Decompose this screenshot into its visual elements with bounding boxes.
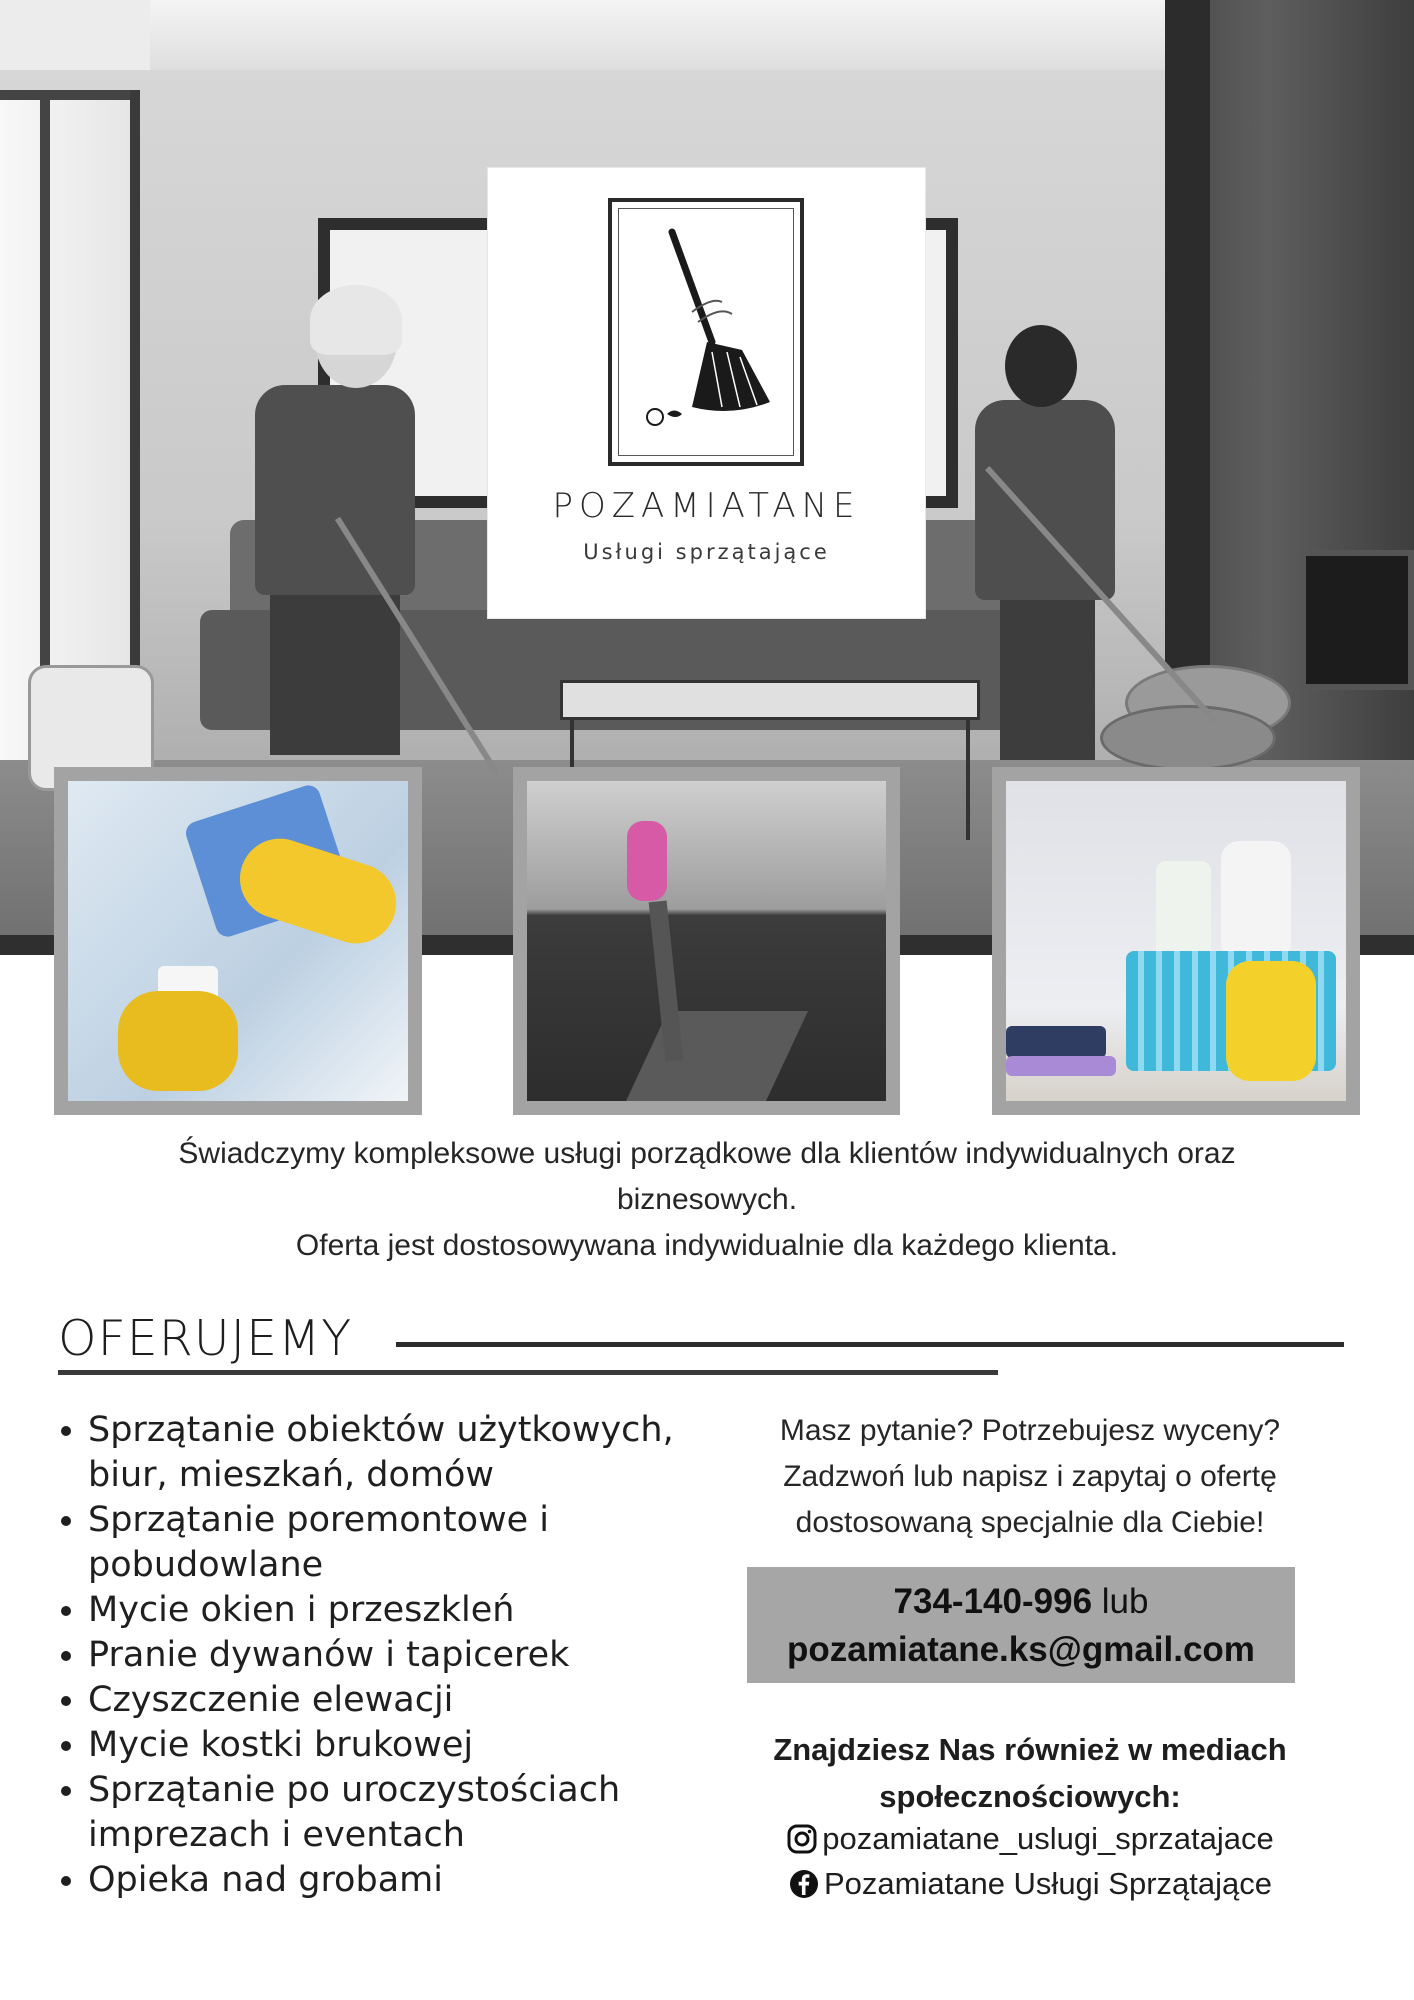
or-label: lub xyxy=(1092,1582,1149,1621)
cleaner-person-left xyxy=(215,285,415,765)
coffee-table-top xyxy=(560,680,980,720)
instagram-handle: pozamiatane_uslugi_sprzatajace xyxy=(822,1821,1274,1856)
divider xyxy=(396,1342,1344,1347)
services-list xyxy=(50,1408,708,1903)
intro-line: Oferta jest dostosowywana indywidualnie dla każdego klienta. xyxy=(295,1229,1119,1262)
logo-title: POZAMIATANE xyxy=(552,486,861,526)
photo-window-cleaning xyxy=(54,767,422,1115)
email-link[interactable]: pozamiatane.ks@gmail.com xyxy=(787,1630,1255,1669)
offer-heading: OFERUJEMY xyxy=(58,1310,353,1367)
contact-question-line: Masz pytanie? Potrzebujesz wyceny? xyxy=(779,1414,1281,1447)
photo-upholstery-cleaning xyxy=(513,767,900,1115)
cleaner-person-right xyxy=(965,320,1125,770)
instagram-link[interactable] xyxy=(720,1821,1340,1857)
list-item: • Sprzątanie po uroczystościach imprezach i eventach xyxy=(88,1768,708,1858)
intro-line: biznesowych. xyxy=(616,1183,798,1216)
ceiling-beam xyxy=(150,0,1220,70)
list-item: • Sprzątanie poremontowe i pobudowlane xyxy=(88,1498,708,1588)
list-item: • Pranie dywanów i tapicerek xyxy=(88,1633,708,1678)
intro-text xyxy=(40,1131,1374,1269)
list-item: • Mycie kostki brukowej xyxy=(88,1723,708,1768)
logo-card xyxy=(488,168,925,618)
list-item: • Opieka nad grobami xyxy=(88,1858,708,1903)
logo-frame xyxy=(608,198,804,466)
photo-cleaning-supplies xyxy=(992,767,1360,1115)
contact-question-line: Zadzwoń lub napisz i zapytaj o ofertę xyxy=(783,1460,1277,1493)
list-item: • Sprzątanie obiektów użytkowych, biur, mieszkań, domów xyxy=(88,1408,708,1498)
divider xyxy=(58,1370,998,1375)
facebook-page: Pozamiatane Usługi Sprzątające xyxy=(823,1866,1273,1901)
facebook-link[interactable] xyxy=(720,1866,1340,1902)
phone-row xyxy=(747,1578,1295,1626)
contact-box xyxy=(747,1567,1295,1683)
list-item: • Mycie okien i przeszkleń xyxy=(88,1588,708,1633)
pouf xyxy=(1100,705,1276,771)
list-item: • Czyszczenie elewacji xyxy=(88,1678,708,1723)
instagram-icon xyxy=(786,1823,818,1855)
social-heading-line: społecznościowych: xyxy=(879,1779,1181,1814)
logo-subtitle: Usługi sprzątające xyxy=(583,540,830,564)
social-heading-line: Znajdziesz Nas również w mediach xyxy=(773,1732,1287,1767)
contact-question xyxy=(720,1408,1340,1546)
fireplace xyxy=(1300,550,1414,690)
phone-link[interactable]: 734-140-996 xyxy=(893,1582,1093,1621)
broom-icon xyxy=(612,202,800,462)
window-bar xyxy=(0,90,130,100)
social-heading xyxy=(720,1726,1340,1820)
facebook-icon xyxy=(788,1868,820,1900)
intro-line: Świadczymy kompleksowe usługi porządkowe dla klientów indywidualnych oraz xyxy=(178,1137,1236,1170)
contact-question-line: dostosowaną specjalnie dla Ciebie! xyxy=(795,1506,1265,1539)
